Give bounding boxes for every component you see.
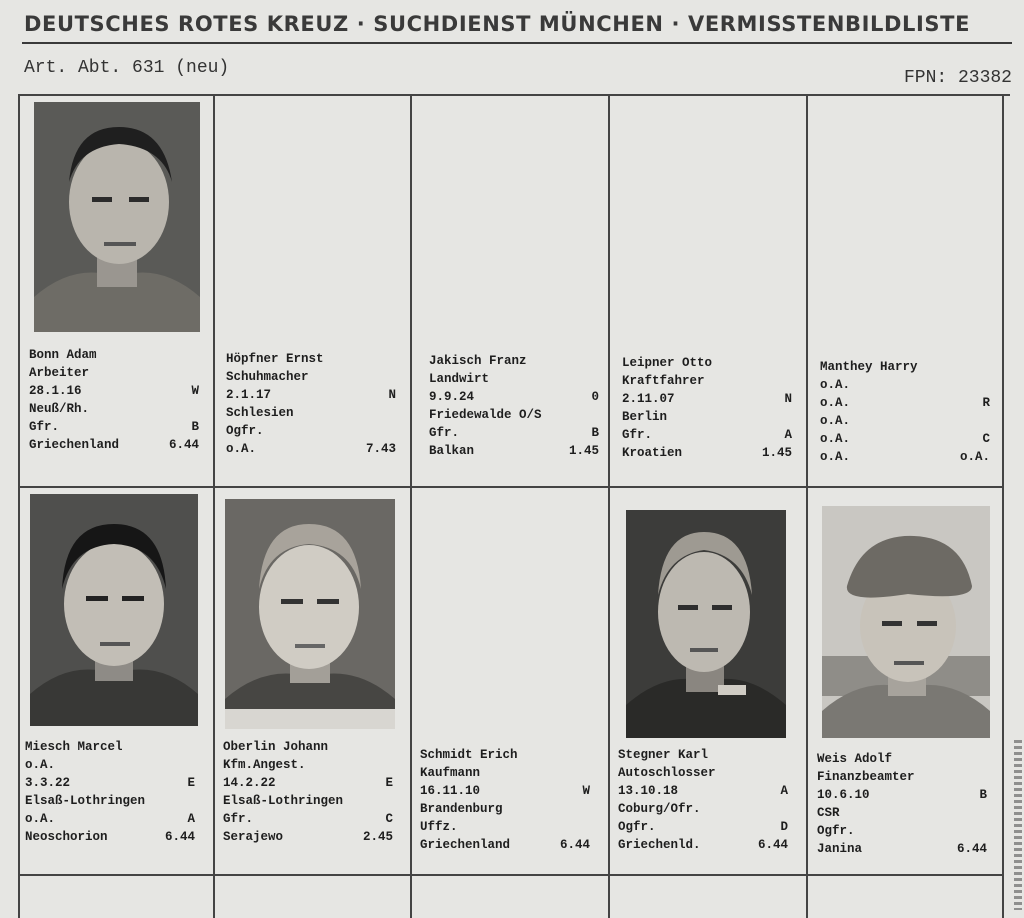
occupation: Finanzbeamter bbox=[817, 770, 915, 784]
last-seen-line bbox=[29, 436, 199, 454]
record-card bbox=[817, 750, 987, 858]
last-seen-line bbox=[223, 828, 393, 846]
birth-line bbox=[622, 390, 792, 408]
code-letter: B bbox=[979, 788, 987, 802]
person-name: Jakisch Franz bbox=[429, 354, 527, 368]
code-letter: E bbox=[187, 776, 195, 790]
rank-line bbox=[817, 822, 987, 840]
birth-date: 3.3.22 bbox=[25, 776, 71, 790]
home-place: Berlin bbox=[622, 410, 668, 424]
last-location: Kroatien bbox=[622, 446, 683, 460]
last-date: 1.45 bbox=[568, 444, 599, 458]
birth-line bbox=[29, 382, 199, 400]
code-letter: W bbox=[191, 384, 199, 398]
record-card bbox=[622, 354, 792, 462]
portrait-image bbox=[34, 102, 200, 332]
occupation: Landwirt bbox=[429, 372, 490, 386]
record-card bbox=[429, 352, 599, 460]
rank: Gfr. bbox=[429, 426, 460, 440]
home-place: Elsaß-Lothringen bbox=[25, 794, 146, 808]
person-name: Leipner Otto bbox=[622, 356, 713, 370]
home-place: Schlesien bbox=[226, 406, 294, 420]
field-post-number: FPN: 23382 bbox=[903, 68, 1012, 88]
portrait-photo bbox=[34, 102, 200, 332]
person-name: Oberlin Johann bbox=[223, 740, 329, 754]
last-seen-line bbox=[622, 444, 792, 462]
code-letter: A bbox=[784, 428, 792, 442]
birth-date: 16.11.10 bbox=[420, 784, 481, 798]
birth-date: 14.2.22 bbox=[223, 776, 276, 790]
person-name: Miesch Marcel bbox=[25, 740, 123, 754]
code-letter: W bbox=[582, 784, 590, 798]
rank-line bbox=[618, 818, 788, 836]
last-location: Janina bbox=[817, 842, 863, 856]
person-name: Manthey Harry bbox=[820, 360, 918, 374]
code-letter: 0 bbox=[591, 390, 599, 404]
missing-persons-grid bbox=[18, 94, 1010, 918]
code-letter: N bbox=[784, 392, 792, 406]
last-seen-line bbox=[618, 836, 788, 854]
birth-date: 28.1.16 bbox=[29, 384, 82, 398]
person-name: Weis Adolf bbox=[817, 752, 893, 766]
code-letter: D bbox=[780, 820, 788, 834]
last-location: o.A. bbox=[820, 450, 851, 464]
portrait-photo bbox=[626, 510, 786, 738]
person-name: Höpfner Ernst bbox=[226, 352, 324, 366]
last-date: 2.45 bbox=[362, 830, 393, 844]
last-location: Balkan bbox=[429, 444, 475, 458]
last-date: 6.44 bbox=[164, 830, 195, 844]
birth-line bbox=[226, 386, 396, 404]
occupation: Arbeiter bbox=[29, 366, 90, 380]
rank: Uffz. bbox=[420, 820, 458, 834]
rank-line bbox=[622, 426, 792, 444]
rank-line bbox=[429, 424, 599, 442]
document-title: DEUTSCHES ROTES KREUZ · SUCHDIENST MÜNCHEN · VERMISSTENBILDLISTE bbox=[24, 12, 971, 36]
last-location: Griechenland bbox=[29, 438, 120, 452]
person-name: Bonn Adam bbox=[29, 348, 97, 362]
rank-line bbox=[29, 418, 199, 436]
last-location: Griechenld. bbox=[618, 838, 701, 852]
rank-line bbox=[223, 810, 393, 828]
portrait-photo bbox=[822, 506, 990, 738]
rank-line bbox=[420, 818, 590, 836]
code-letter: B bbox=[191, 420, 199, 434]
occupation: Kfm.Angest. bbox=[223, 758, 306, 772]
person-name: Stegner Karl bbox=[618, 748, 709, 762]
occupation: o.A. bbox=[25, 758, 56, 772]
occupation: Schuhmacher bbox=[226, 370, 309, 384]
code-letter: B bbox=[591, 426, 599, 440]
occupation: Autoschlosser bbox=[618, 766, 716, 780]
last-seen-line bbox=[226, 440, 396, 458]
rank: o.A. bbox=[820, 432, 851, 446]
birth-date: 10.6.10 bbox=[817, 788, 870, 802]
last-seen-line bbox=[820, 448, 990, 466]
portrait-image bbox=[225, 499, 395, 729]
record-card bbox=[25, 738, 195, 846]
last-seen-line bbox=[25, 828, 195, 846]
home-place: o.A. bbox=[820, 414, 851, 428]
portrait-image bbox=[626, 510, 786, 738]
home-place: Elsaß-Lothringen bbox=[223, 794, 344, 808]
rank-line bbox=[226, 422, 396, 440]
last-seen-line bbox=[420, 836, 590, 854]
portrait-image bbox=[30, 494, 198, 726]
record-card bbox=[223, 738, 393, 846]
last-date: 6.44 bbox=[757, 838, 788, 852]
record-card bbox=[618, 746, 788, 854]
rank: Ogfr. bbox=[817, 824, 855, 838]
rank: Ogfr. bbox=[618, 820, 656, 834]
margin-print-mark bbox=[1014, 740, 1022, 910]
last-location: o.A. bbox=[226, 442, 257, 456]
last-date: o.A. bbox=[959, 450, 990, 464]
birth-line bbox=[25, 774, 195, 792]
last-location: Serajewo bbox=[223, 830, 284, 844]
last-date: 1.45 bbox=[761, 446, 792, 460]
last-location: Neoschorion bbox=[25, 830, 108, 844]
birth-date: 2.11.07 bbox=[622, 392, 675, 406]
birth-date: o.A. bbox=[820, 396, 851, 410]
code-letter: A bbox=[780, 784, 788, 798]
title-underline bbox=[22, 42, 1012, 44]
last-seen-line bbox=[429, 442, 599, 460]
rank-line bbox=[820, 430, 990, 448]
last-date: 6.44 bbox=[559, 838, 590, 852]
rank: Gfr. bbox=[223, 812, 254, 826]
code-letter: N bbox=[388, 388, 396, 402]
code-letter: C bbox=[385, 812, 393, 826]
code-letter: R bbox=[982, 396, 990, 410]
occupation: o.A. bbox=[820, 378, 851, 392]
unit-designation: Art. Abt. 631 (neu) bbox=[24, 58, 230, 78]
grid-divider bbox=[213, 96, 215, 918]
code-letter: C bbox=[982, 432, 990, 446]
rank: Gfr. bbox=[622, 428, 653, 442]
person-name: Schmidt Erich bbox=[420, 748, 518, 762]
rank: Gfr. bbox=[29, 420, 60, 434]
portrait-photo bbox=[225, 499, 395, 729]
last-date: 6.44 bbox=[168, 438, 199, 452]
last-date: 7.43 bbox=[365, 442, 396, 456]
birth-date: 2.1.17 bbox=[226, 388, 272, 402]
last-date: 6.44 bbox=[956, 842, 987, 856]
rank: Ogfr. bbox=[226, 424, 264, 438]
grid-divider bbox=[1002, 96, 1004, 918]
last-seen-line bbox=[817, 840, 987, 858]
birth-line bbox=[618, 782, 788, 800]
rank-line bbox=[25, 810, 195, 828]
portrait-photo bbox=[30, 494, 198, 726]
home-place: Brandenburg bbox=[420, 802, 503, 816]
home-place: Coburg/Ofr. bbox=[618, 802, 701, 816]
code-letter: E bbox=[385, 776, 393, 790]
grid-divider bbox=[608, 96, 610, 918]
record-card bbox=[420, 746, 590, 854]
birth-line bbox=[429, 388, 599, 406]
last-location: Griechenland bbox=[420, 838, 511, 852]
occupation: Kaufmann bbox=[420, 766, 481, 780]
grid-divider bbox=[20, 486, 1004, 488]
code-letter: A bbox=[187, 812, 195, 826]
home-place: CSR bbox=[817, 806, 840, 820]
birth-date: 13.10.18 bbox=[618, 784, 679, 798]
grid-divider bbox=[410, 96, 412, 918]
occupation: Kraftfahrer bbox=[622, 374, 705, 388]
rank: o.A. bbox=[25, 812, 56, 826]
home-place: Neuß/Rh. bbox=[29, 402, 90, 416]
home-place: Friedewalde O/S bbox=[429, 408, 542, 422]
birth-line bbox=[223, 774, 393, 792]
grid-divider bbox=[806, 96, 808, 918]
record-card bbox=[820, 358, 990, 466]
record-card bbox=[29, 346, 199, 454]
birth-line bbox=[817, 786, 987, 804]
birth-line bbox=[820, 394, 990, 412]
portrait-image bbox=[822, 506, 990, 738]
grid-divider bbox=[20, 874, 1004, 876]
birth-line bbox=[420, 782, 590, 800]
record-card bbox=[226, 350, 396, 458]
birth-date: 9.9.24 bbox=[429, 390, 475, 404]
